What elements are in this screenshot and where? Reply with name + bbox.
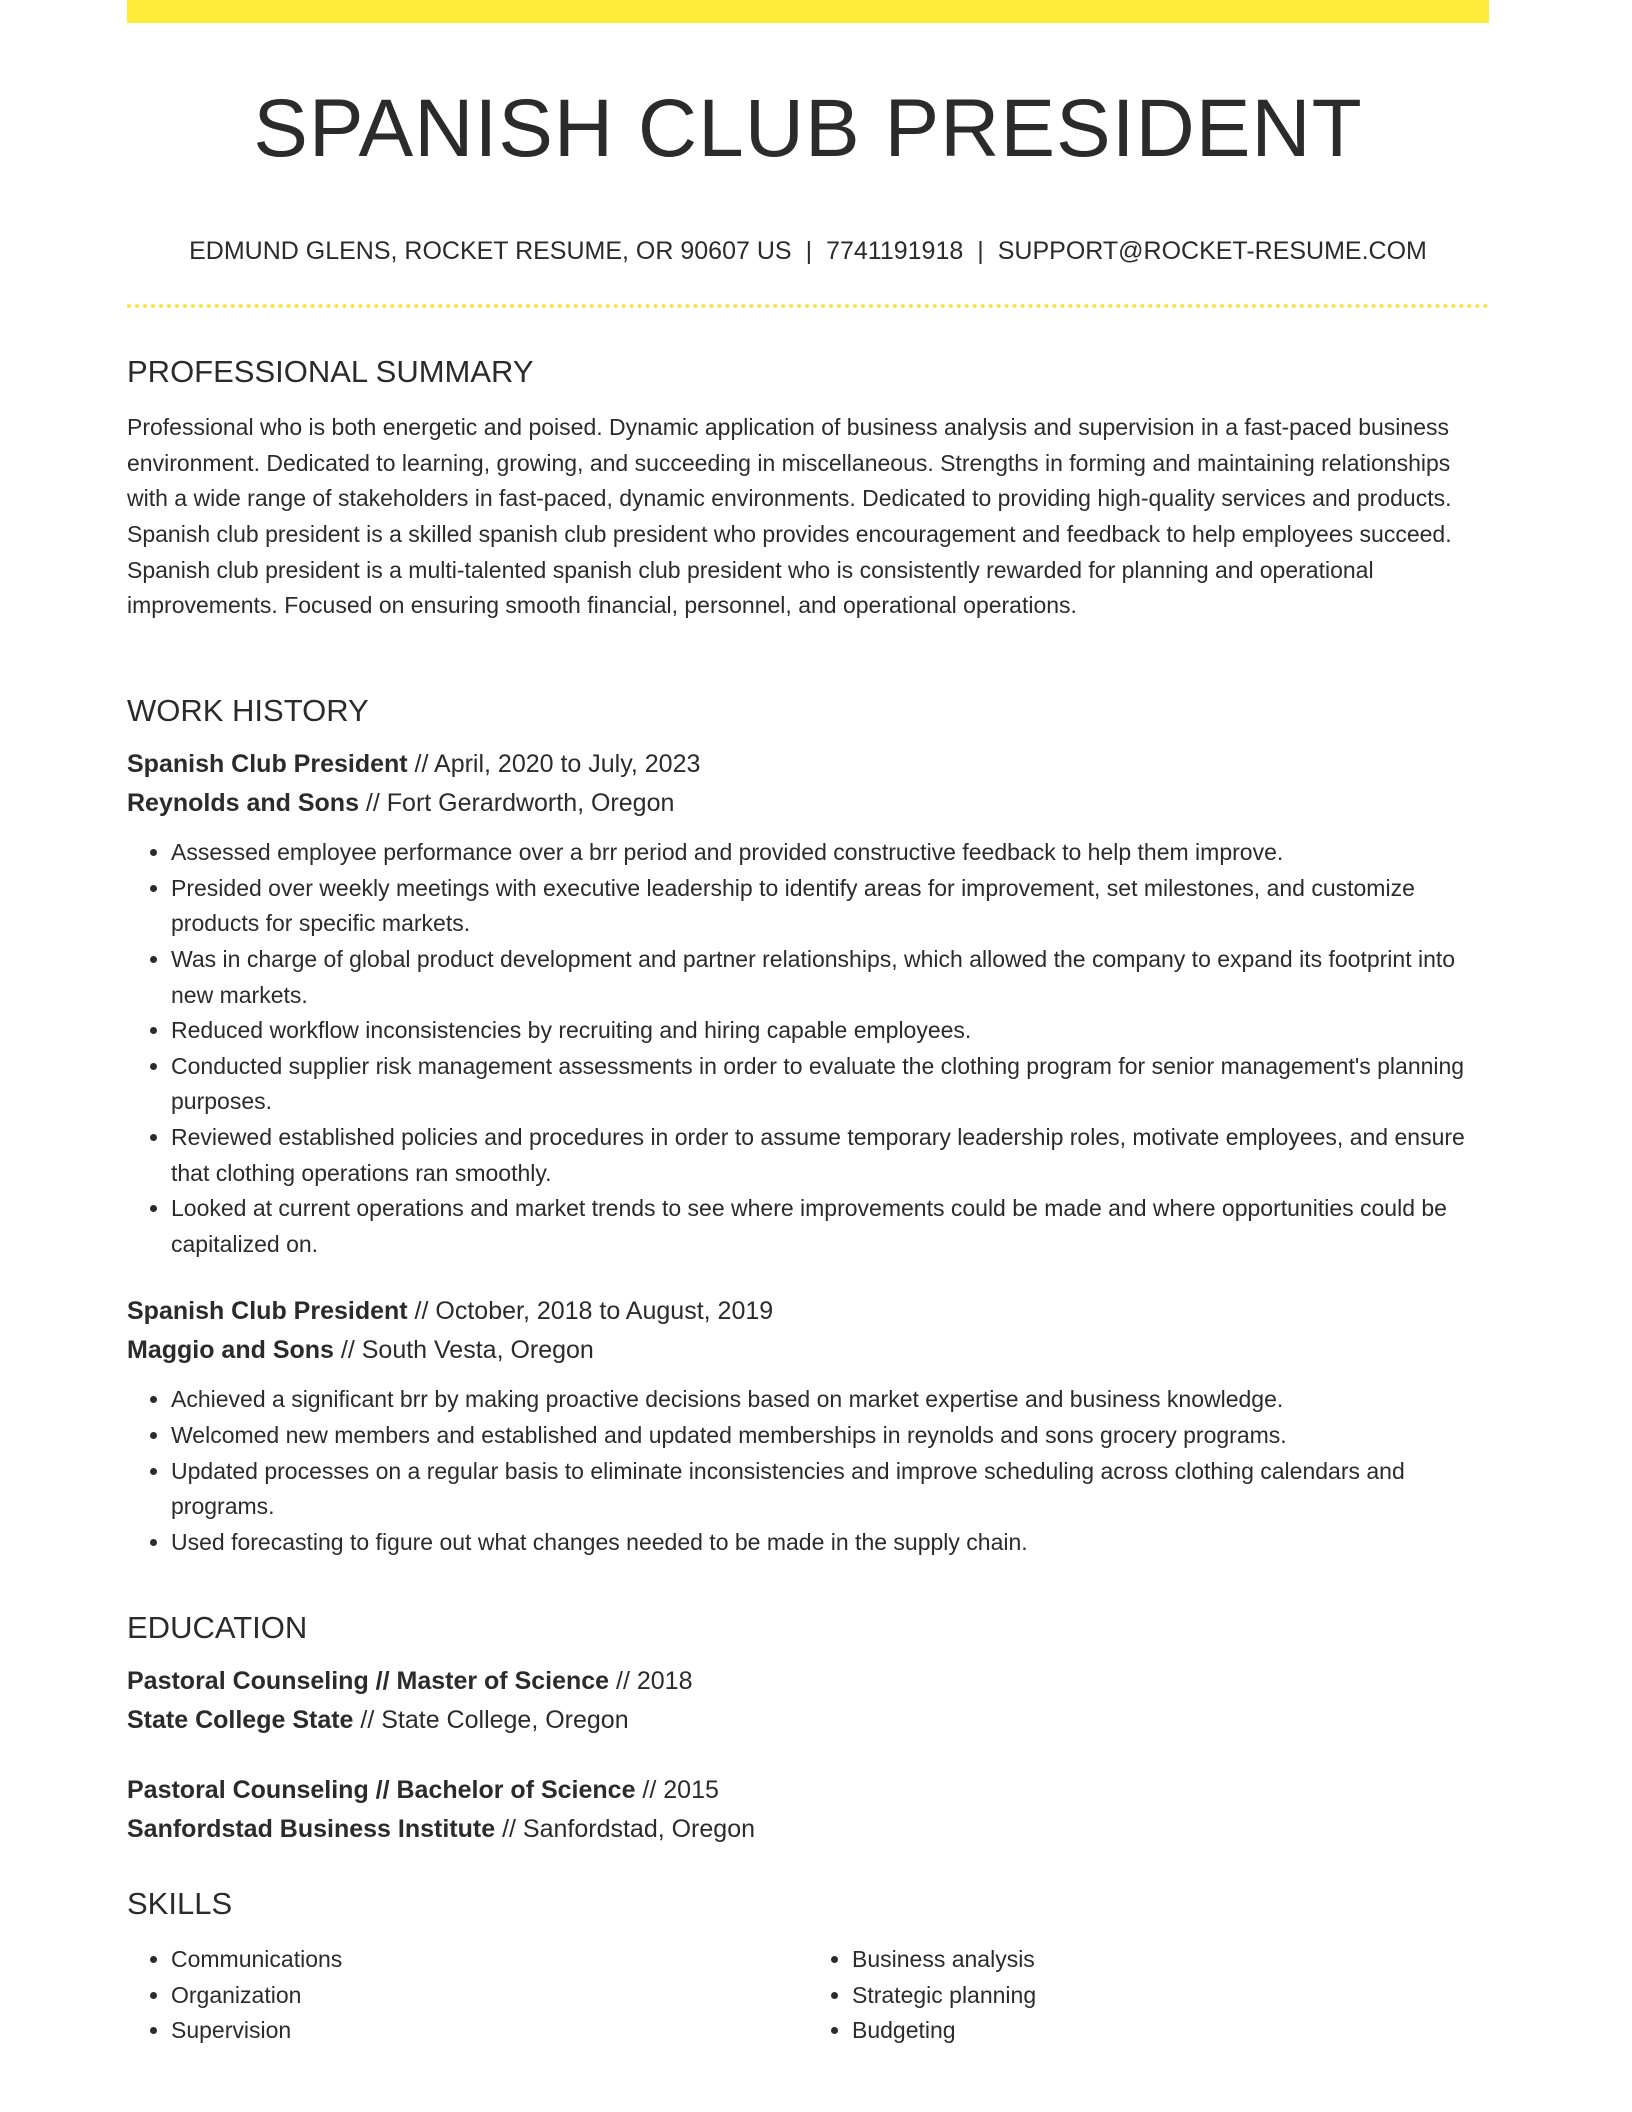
education-degree-line bbox=[127, 1771, 1489, 1810]
list-item: • Looked at current operations and market trends to see where improvements could be made and where opportunities could be capitalized on. bbox=[171, 1191, 1489, 1262]
list-item: • Used forecasting to figure out what changes needed to be made in the supply chain. bbox=[171, 1525, 1489, 1561]
summary-section bbox=[127, 353, 1489, 624]
job-position: Spanish Club President bbox=[127, 750, 408, 779]
list-item: • Organization bbox=[171, 1978, 808, 2014]
list-item: • Budgeting bbox=[852, 2013, 1489, 2049]
list-item: • Welcomed new members and established and updated memberships in reynolds and sons grocery programs. bbox=[171, 1418, 1489, 1454]
education-year: // 2015 bbox=[635, 1776, 719, 1805]
education-location: // Sanfordstad, Oregon bbox=[495, 1815, 756, 1844]
header-divider bbox=[127, 304, 1489, 308]
job-entry bbox=[127, 745, 1489, 1262]
list-item: • Reduced workflow inconsistencies by recruiting and hiring capable employees. bbox=[171, 1013, 1489, 1049]
education-school-line bbox=[127, 1701, 1489, 1740]
contact-email[interactable]: SUPPORT@ROCKET-RESUME.COM bbox=[997, 237, 1427, 265]
job-dates: // October, 2018 to August, 2019 bbox=[407, 1297, 774, 1326]
contact-phone[interactable]: 7741191918 bbox=[826, 237, 964, 265]
job-company: Maggio and Sons bbox=[127, 1336, 334, 1365]
list-item: • Reviewed established policies and procedures in order to assume temporary leadership roles, motivate employees, and ensure that clothing operations ran smoothly. bbox=[171, 1120, 1489, 1191]
list-item: • Updated processes on a regular basis to eliminate inconsistencies and improve scheduling across clothing calendars and programs. bbox=[171, 1454, 1489, 1525]
contact-line bbox=[127, 236, 1489, 266]
list-item: • Communications bbox=[171, 1942, 808, 1978]
education-school: Sanfordstad Business Institute bbox=[127, 1815, 496, 1844]
skills-list-right bbox=[808, 1942, 1489, 2049]
job-location: // South Vesta, Oregon bbox=[333, 1336, 594, 1365]
job-position: Spanish Club President bbox=[127, 1297, 408, 1326]
job-company-line bbox=[127, 784, 1489, 823]
accent-top-bar bbox=[127, 0, 1489, 23]
education-degree: Pastoral Counseling // Bachelor of Science bbox=[127, 1776, 636, 1805]
work-history-section bbox=[127, 692, 1489, 1560]
job-bullets bbox=[127, 1382, 1489, 1560]
job-entry bbox=[127, 1292, 1489, 1560]
list-item: • Business analysis bbox=[852, 1942, 1489, 1978]
list-item: • Presided over weekly meetings with executive leadership to identify areas for improvement, set milestones, and customize products for specific markets. bbox=[171, 871, 1489, 942]
list-item: • Conducted supplier risk management assessments in order to evaluate the clothing program for senior management's planning purposes. bbox=[171, 1049, 1489, 1120]
education-section bbox=[127, 1609, 1489, 1849]
list-item: • Was in charge of global product development and partner relationships, which allowed the company to expand its footprint into new markets. bbox=[171, 942, 1489, 1013]
list-item: • Supervision bbox=[171, 2013, 808, 2049]
resume-name: SPANISH CLUB PRESIDENT bbox=[253, 83, 1363, 174]
summary-heading: PROFESSIONAL SUMMARY bbox=[127, 354, 534, 389]
job-company-line bbox=[127, 1331, 1489, 1370]
contact-address: EDMUND GLENS, ROCKET RESUME, OR 90607 US bbox=[189, 237, 792, 265]
education-year: // 2018 bbox=[609, 1667, 693, 1696]
skills-section bbox=[127, 1885, 1489, 2049]
skills-columns bbox=[127, 1942, 1489, 2049]
summary-text: Professional who is both energetic and poised. Dynamic application of business analysis and supervision in a fast-paced business environment. Dedicated to learning, growing, and succeeding in miscellaneous. Strengths in forming and maintaining relationships with a wide range of stakeholders in fast-paced, dynamic environments. Dedicated to providing high-quality services and products. Spanish club president is a skilled spanish club president who provides encouragement and feedback to help employees succeed. Spanish club president is a multi-talented spanish club president who is consistently rewarded for planning and operational improvements. Focused on ensuring smooth financial, personnel, and operational operations. bbox=[127, 414, 1452, 619]
education-heading: EDUCATION bbox=[127, 1610, 308, 1645]
education-entry bbox=[127, 1662, 1489, 1740]
contact-separator: | bbox=[977, 237, 984, 265]
education-school: State College State bbox=[127, 1706, 354, 1735]
education-school-line bbox=[127, 1810, 1489, 1849]
skills-heading: SKILLS bbox=[127, 1886, 233, 1921]
list-item: • Assessed employee performance over a brr period and provided constructive feedback to help them improve. bbox=[171, 835, 1489, 871]
education-degree: Pastoral Counseling // Master of Science bbox=[127, 1667, 610, 1696]
education-entry bbox=[127, 1771, 1489, 1849]
job-dates: // April, 2020 to July, 2023 bbox=[407, 750, 701, 779]
education-degree-line bbox=[127, 1662, 1489, 1701]
skills-list-left bbox=[127, 1942, 808, 2049]
job-location: // Fort Gerardworth, Oregon bbox=[358, 789, 675, 818]
list-item: • Achieved a significant brr by making proactive decisions based on market expertise and business knowledge. bbox=[171, 1382, 1489, 1418]
job-title-line bbox=[127, 745, 1489, 784]
job-bullets bbox=[127, 835, 1489, 1262]
job-title-line bbox=[127, 1292, 1489, 1331]
job-company: Reynolds and Sons bbox=[127, 789, 359, 818]
education-location: // State College, Oregon bbox=[353, 1706, 629, 1735]
list-item: • Strategic planning bbox=[852, 1978, 1489, 2014]
work-history-heading: WORK HISTORY bbox=[127, 693, 369, 728]
contact-separator: | bbox=[805, 237, 813, 265]
